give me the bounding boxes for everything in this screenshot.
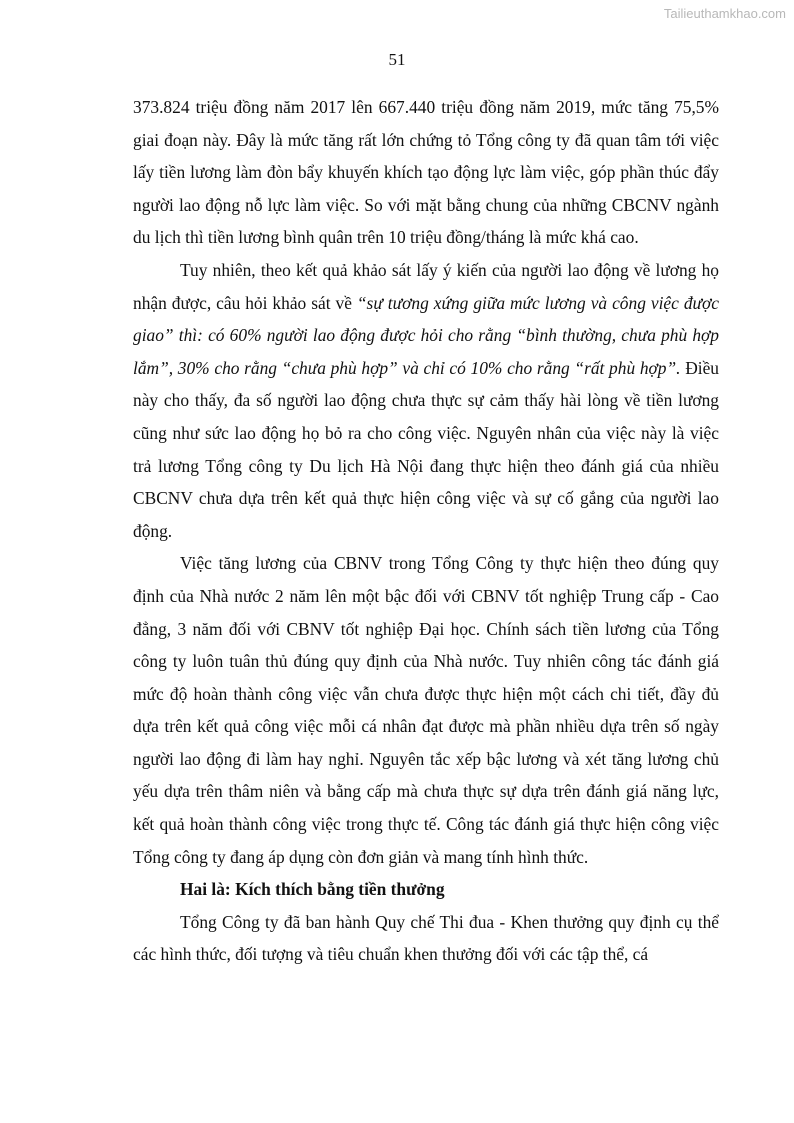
paragraph-salary-increase-policy: Việc tăng lương của CBNV trong Tổng Công ty thực hiện theo đúng quy định của Nhà nước 2 năm lên một bậc đối với CBNV tốt nghiệp Trung cấp - Cao đẳng, 3 năm đối với CBNV tốt nghiệp Đại học. Chính sách tiền lương của Tổng công ty luôn tuân thủ đúng quy định của Nhà nước. Tuy nhiên công tác đánh giá mức độ hoàn thành công việc vẫn chưa được thực hiện một cách chi tiết, đầy đủ dựa trên kết quả công việc mỗi cá nhân đạt được mà phần nhiều dựa trên số ngày người lao động đi làm hay nghỉ. Nguyên tắc xếp bậc lương và xét tăng lương chủ yếu dựa trên thâm niên và bằng cấp mà chưa thực sự dựa trên đánh giá năng lực, kết quả hoàn thành công việc trong thực tế. Công tác đánh giá thực hiện công việc Tổng công ty đang áp dụng còn đơn giản và mang tính hình thức. xyxy=(133,553,719,867)
document-body xyxy=(133,91,719,971)
survey-text-intro: Tuy nhiên, theo kết quả khảo sát lấy ý kiến của người lao động về lương họ nhận được, câu hỏi khảo sát về xyxy=(133,259,719,313)
page-number: 51 xyxy=(388,50,406,69)
paragraph-salary-growth: 373.824 triệu đồng năm 2017 lên 667.440 triệu đồng năm 2019, mức tăng 75,5% giai đoạn này. Đây là mức tăng rất lớn chứng tỏ Tổng công ty đã quan tâm tới việc lấy tiền lương làm đòn bẩy khuyến khích tạo động lực làm việc, góp phần thúc đẩy người lao động nỗ lực làm việc. So với mặt bằng chung của những CBCNV ngành du lịch thì tiền lương bình quân trên 10 triệu đồng/tháng là mức khá cao. xyxy=(133,97,719,248)
survey-text-italic: “sự tương xứng giữa mức lương và công việc được giao” thì: có 60% người lao động được hỏi cho rằng “bình thường, chưa phù hợp lắm”, 30% cho rằng “chưa phù hợp” và chỉ có 10% cho rằng “rất phù hợp”. xyxy=(133,292,719,378)
watermark-text: Tailieuthamkhao.com xyxy=(663,6,786,21)
survey-text-conclusion: Điều này cho thấy, đa số người lao động chưa thực sự cảm thấy hài lòng về tiền lương cũng như sức lao động họ bỏ ra cho công việc. Nguyên nhân của việc này là việc trả lương Tổng công ty Du lịch Hà Nội đang thực hiện theo đánh giá của nhiều CBCNV chưa dựa trên kết quả thực hiện công việc và sự cố gắng của người lao động. xyxy=(133,357,720,541)
paragraph-bonus-regulation: Tổng Công ty đã ban hành Quy chế Thi đua - Khen thưởng quy định cụ thể các hình thức, đối tượng và tiêu chuẩn khen thưởng đối với các tập thể, cá xyxy=(133,911,719,965)
section-heading-bonus: Hai là: Kích thích bằng tiền thưởng xyxy=(180,879,445,900)
paragraph-survey-results xyxy=(133,254,719,547)
